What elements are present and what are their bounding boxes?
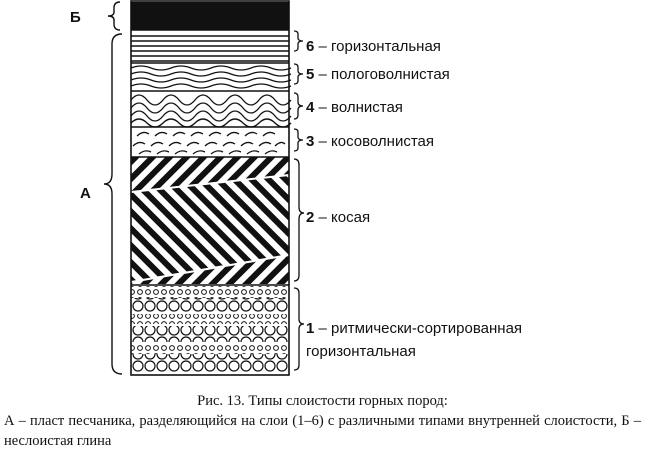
layer-5-gently-wavy xyxy=(131,66,291,88)
layer-4-wavy xyxy=(131,95,291,127)
brace-a xyxy=(104,34,122,374)
group-label-a: А xyxy=(80,185,91,202)
layer-label-1: 1 – ритмически-сортированная xyxy=(306,320,523,337)
layer-label-6: 6 – горизонтальная xyxy=(306,38,441,55)
layer-6-horizontal xyxy=(131,30,289,63)
layer-label-1-line2: горизонтальная xyxy=(306,343,416,360)
layer-braces xyxy=(294,31,304,370)
layer-label-5: 5 – пологоволнистая xyxy=(306,66,450,83)
layer-label-4: 4 – волнистая xyxy=(306,99,403,116)
layer-1-rhythmic-sorted xyxy=(131,286,289,372)
layer-label-2: 2 – косая xyxy=(306,209,371,226)
brace-b xyxy=(108,2,120,30)
layer-b-clay xyxy=(131,2,289,30)
figure-description: А – пласт песчаника, разделяющийся на слои (1–6) с различными типами внутренней слоистости, Б – неслоистая глина xyxy=(4,413,641,449)
figure-caption: Рис. 13. Типы слоистости горных пород: xyxy=(197,393,448,409)
layer-3-oblique-wavy xyxy=(133,132,285,154)
layer-2-cross-bedded xyxy=(131,157,289,284)
layer-label-3: 3 – косоволнистая xyxy=(306,133,435,150)
group-label-b: Б xyxy=(70,9,81,26)
